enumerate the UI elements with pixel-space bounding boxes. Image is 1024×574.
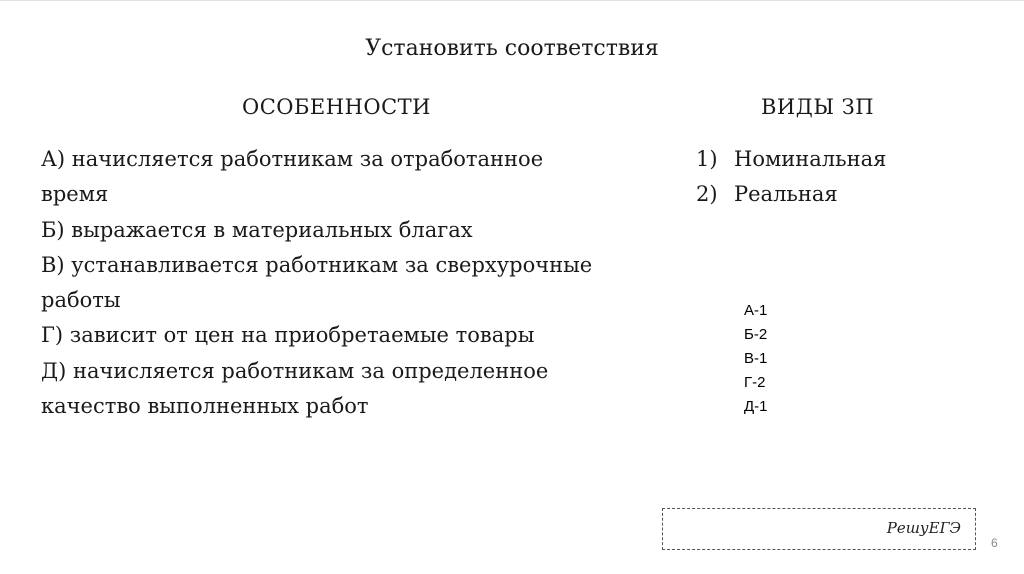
feature-line: время <box>41 182 109 207</box>
slide-title: Установить соответствия <box>365 36 659 61</box>
type-number: 2) <box>696 182 718 207</box>
types-header: ВИДЫ ЗП <box>761 95 875 119</box>
feature-line: Д) начисляется работникам за определенное <box>41 358 549 383</box>
type-label: Номинальная <box>734 147 887 171</box>
feature-line: качество выполненных работ <box>41 394 369 419</box>
features-header: ОСОБЕННОСТИ <box>242 95 431 119</box>
type-number: 1) <box>696 147 718 171</box>
type-item <box>696 142 996 177</box>
type-label: Реальная <box>734 182 838 207</box>
feature-line: В) устанавливается работникам за сверхурочные <box>41 252 593 277</box>
feature-line: А) начисляется работникам за отработанное <box>41 147 544 171</box>
answer-item: Б-2 <box>744 326 768 343</box>
features-list <box>41 142 671 424</box>
logo-text: РешуЕГЭ <box>886 519 961 537</box>
logo-box <box>662 508 976 550</box>
top-divider <box>0 0 1024 3</box>
answer-item: Д-1 <box>744 398 768 415</box>
feature-line: работы <box>41 288 121 313</box>
answers-list <box>744 299 768 419</box>
types-list <box>696 142 996 213</box>
feature-line: Г) зависит от цен на приобретаемые товары <box>41 323 535 348</box>
answer-item: В-1 <box>744 350 768 367</box>
type-item <box>696 177 996 212</box>
answer-item: Г-2 <box>744 374 766 391</box>
page-number: 6 <box>991 536 998 550</box>
feature-line: Б) выражается в материальных благах <box>41 217 473 242</box>
answer-item: А-1 <box>744 302 768 319</box>
